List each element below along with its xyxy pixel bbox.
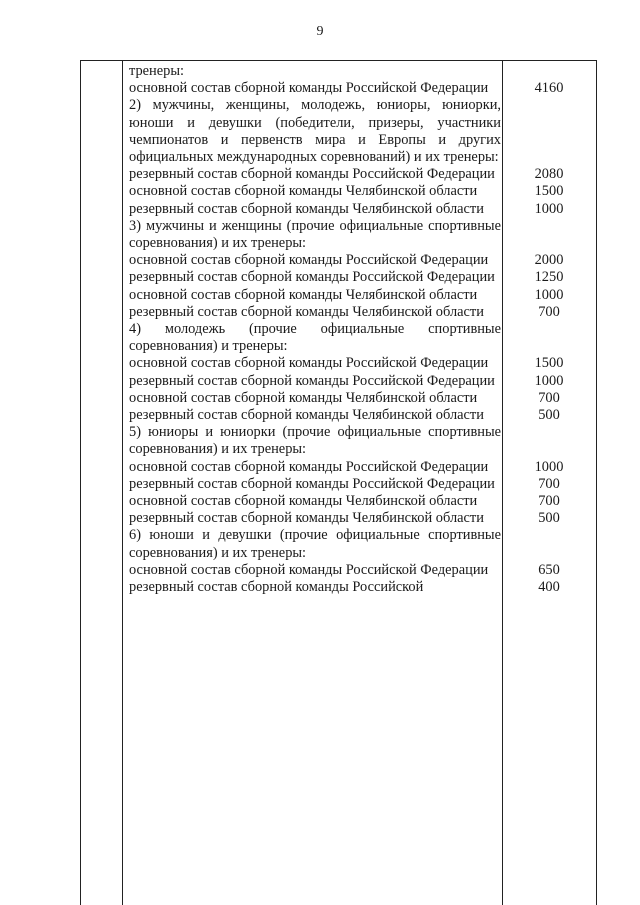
- row-description: резервный состав сборной команды Челябинской области: [129, 200, 484, 217]
- table-row: [129, 579, 597, 596]
- page-number: 9: [316, 24, 324, 39]
- table-row: [129, 321, 597, 355]
- row-value: 4160: [534, 80, 564, 97]
- table-row: [129, 527, 597, 561]
- row-value: 2000: [534, 252, 564, 269]
- table-row: [129, 269, 597, 286]
- allowance-table: [80, 60, 597, 905]
- table-row: [129, 493, 597, 510]
- row-value: 650: [538, 561, 560, 578]
- row-value: 1500: [534, 355, 564, 372]
- row-description: 4) молодежь (прочие официальные спортивные соревнования) и тренеры:: [129, 321, 501, 355]
- table-body: [129, 63, 597, 596]
- row-description: основной состав сборной команды Челябинской области: [129, 493, 478, 510]
- row-description: основной состав сборной команды Российской Федерации: [129, 80, 489, 97]
- row-description: основной состав сборной команды Челябинской области: [129, 389, 478, 406]
- table-row: [129, 424, 597, 458]
- row-value: 1000: [534, 200, 564, 217]
- row-value: 1000: [534, 286, 564, 303]
- table-row: [129, 63, 597, 80]
- row-value: 1000: [534, 458, 564, 475]
- row-description: основной состав сборной команды Челябинской области: [129, 286, 478, 303]
- row-description: резервный состав сборной команды Челябинской области: [129, 407, 484, 424]
- table-row: [129, 562, 597, 579]
- table-row: [129, 373, 597, 390]
- row-description: резервный состав сборной команды Российской Федерации: [129, 269, 495, 286]
- table-row: [129, 218, 597, 252]
- table-row: [129, 252, 597, 269]
- row-value: 500: [538, 407, 560, 424]
- row-description: 2) мужчины, женщины, молодежь, юниоры, юниорки, юноши и девушки (победители, призеры, участники чемпионатов и первенств мира и Европы и других официальных международных соревнований) и их тренеры:: [129, 97, 501, 166]
- row-description: 5) юниоры и юниорки (прочие официальные спортивные соревнования) и их тренеры:: [129, 424, 501, 458]
- row-description: резервный состав сборной команды Российской Федерации: [129, 372, 495, 389]
- row-value: 400: [538, 579, 560, 596]
- row-value: 500: [538, 510, 560, 527]
- row-value: 700: [538, 493, 560, 510]
- row-value: 1500: [534, 183, 564, 200]
- table-row: [129, 510, 597, 527]
- table-row: [129, 183, 597, 200]
- row-description: резервный состав сборной команды Российской Федерации: [129, 166, 495, 183]
- row-description: резервный состав сборной команды Российской Федерации: [129, 475, 495, 492]
- table-row: [129, 390, 597, 407]
- row-description: основной состав сборной команды Российской Федерации: [129, 561, 489, 578]
- row-value: 700: [538, 303, 560, 320]
- row-description: резервный состав сборной команды Российской: [129, 579, 424, 596]
- row-value: 700: [538, 475, 560, 492]
- row-value: 700: [538, 389, 560, 406]
- row-description: 6) юноши и девушки (прочие официальные спортивные соревнования) и их тренеры:: [129, 527, 501, 561]
- row-description: тренеры:: [129, 63, 184, 79]
- row-description: 3) мужчины и женщины (прочие официальные спортивные соревнования) и их тренеры:: [129, 217, 501, 252]
- row-description: основной состав сборной команды Российской Федерации: [129, 355, 489, 372]
- table-row: [129, 459, 597, 476]
- table-row: [129, 97, 597, 166]
- row-value: 1000: [534, 372, 564, 389]
- table-row: [129, 407, 597, 424]
- table-row: [129, 166, 597, 183]
- row-description: основной состав сборной команды Российской Федерации: [129, 458, 489, 475]
- table-row: [129, 80, 597, 97]
- column-divider-left: [122, 61, 123, 905]
- row-description: резервный состав сборной команды Челябинской области: [129, 510, 484, 527]
- table-row: [129, 476, 597, 493]
- row-description: основной состав сборной команды Челябинской области: [129, 183, 478, 200]
- row-value: 2080: [534, 166, 564, 183]
- table-row: [129, 201, 597, 218]
- row-description: основной состав сборной команды Российской Федерации: [129, 252, 489, 269]
- row-description: резервный состав сборной команды Челябинской области: [129, 303, 484, 320]
- table-row: [129, 355, 597, 372]
- row-value: 1250: [534, 269, 564, 286]
- table-row: [129, 287, 597, 304]
- table-row: [129, 304, 597, 321]
